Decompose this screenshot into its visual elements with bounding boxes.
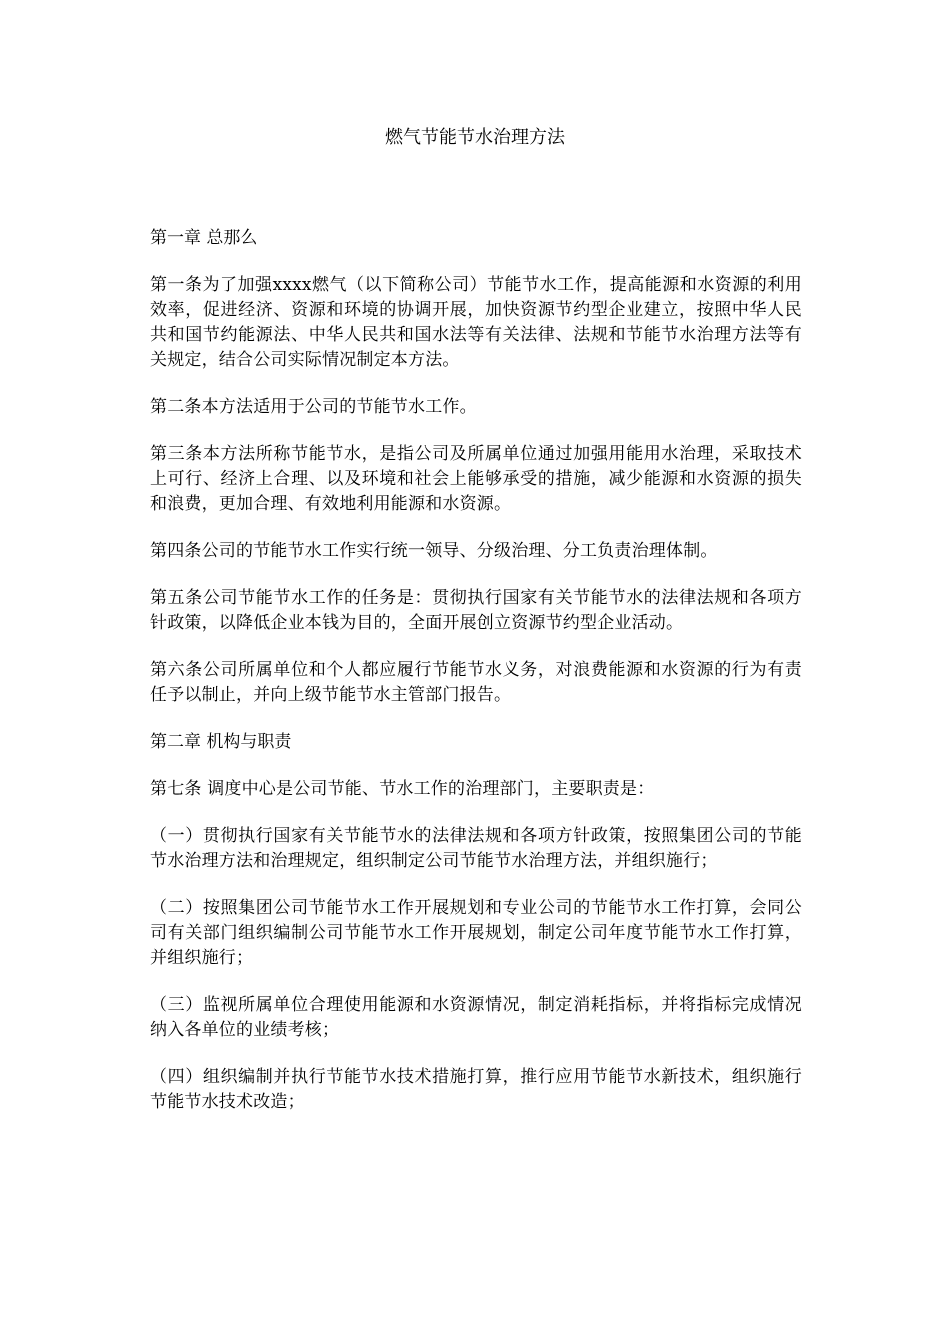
chapter-heading: 第一章 总那么: [150, 228, 258, 248]
article-paragraph: 第六条公司所属单位和个人都应履行节能节水义务，对浪费能源和水资源的行为有责任予以制止，并向上级节能节水主管部门报告。: [150, 660, 802, 705]
article-paragraph: 第七条 调度中心是公司节能、节水工作的治理部门，主要职责是：: [150, 779, 655, 799]
article-paragraph: 第一条为了加强xxxx燃气（以下简称公司）节能节水工作，提高能源和水资源的利用效率，促进经济、资源和环境的协调开展，加快资源节约型企业建立，按照中华人民共和国节约能源法、中华人民共和国水法等有关法律、法规和节能节水治理方法等有关规定，结合公司实际情况制定本方法。: [150, 275, 802, 370]
document-body: [150, 226, 802, 1137]
list-item: （四）组织编制并执行节能节水技术措施打算，推行应用节能节水新技术，组织施行节能节水技术改造；: [150, 1067, 802, 1112]
list-item: （三）监视所属单位合理使用能源和水资源情况，制定消耗指标，并将指标完成情况纳入各单位的业绩考核；: [150, 995, 802, 1040]
article-paragraph: 第二条本方法适用于公司的节能节水工作。: [150, 397, 477, 417]
list-item: （二）按照集团公司节能节水工作开展规划和专业公司的节能节水工作打算，会同公司有关部门组织编制公司节能节水工作开展规划，制定公司年度节能节水工作打算，并组织施行；: [150, 898, 802, 968]
list-item: （一）贯彻执行国家有关节能节水的法律法规和各项方针政策，按照集团公司的节能节水治理方法和治理规定，组织制定公司节能节水治理方法，并组织施行；: [150, 826, 802, 871]
document-title: 燃气节能节水治理方法: [385, 127, 565, 148]
article-paragraph: 第三条本方法所称节能节水，是指公司及所属单位通过加强用能用水治理，采取技术上可行、经济上合理、以及环境和社会上能够承受的措施，减少能源和水资源的损失和浪费，更加合理、有效地利用能源和水资源。: [150, 444, 802, 514]
article-paragraph: 第四条公司的节能节水工作实行统一领导、分级治理、分工负责治理体制。: [150, 541, 718, 561]
article-paragraph: 第五条公司节能节水工作的任务是：贯彻执行国家有关节能节水的法律法规和各项方针政策，以降低企业本钱为目的，全面开展创立资源节约型企业活动。: [150, 588, 802, 633]
chapter-heading: 第二章 机构与职责: [150, 732, 292, 752]
